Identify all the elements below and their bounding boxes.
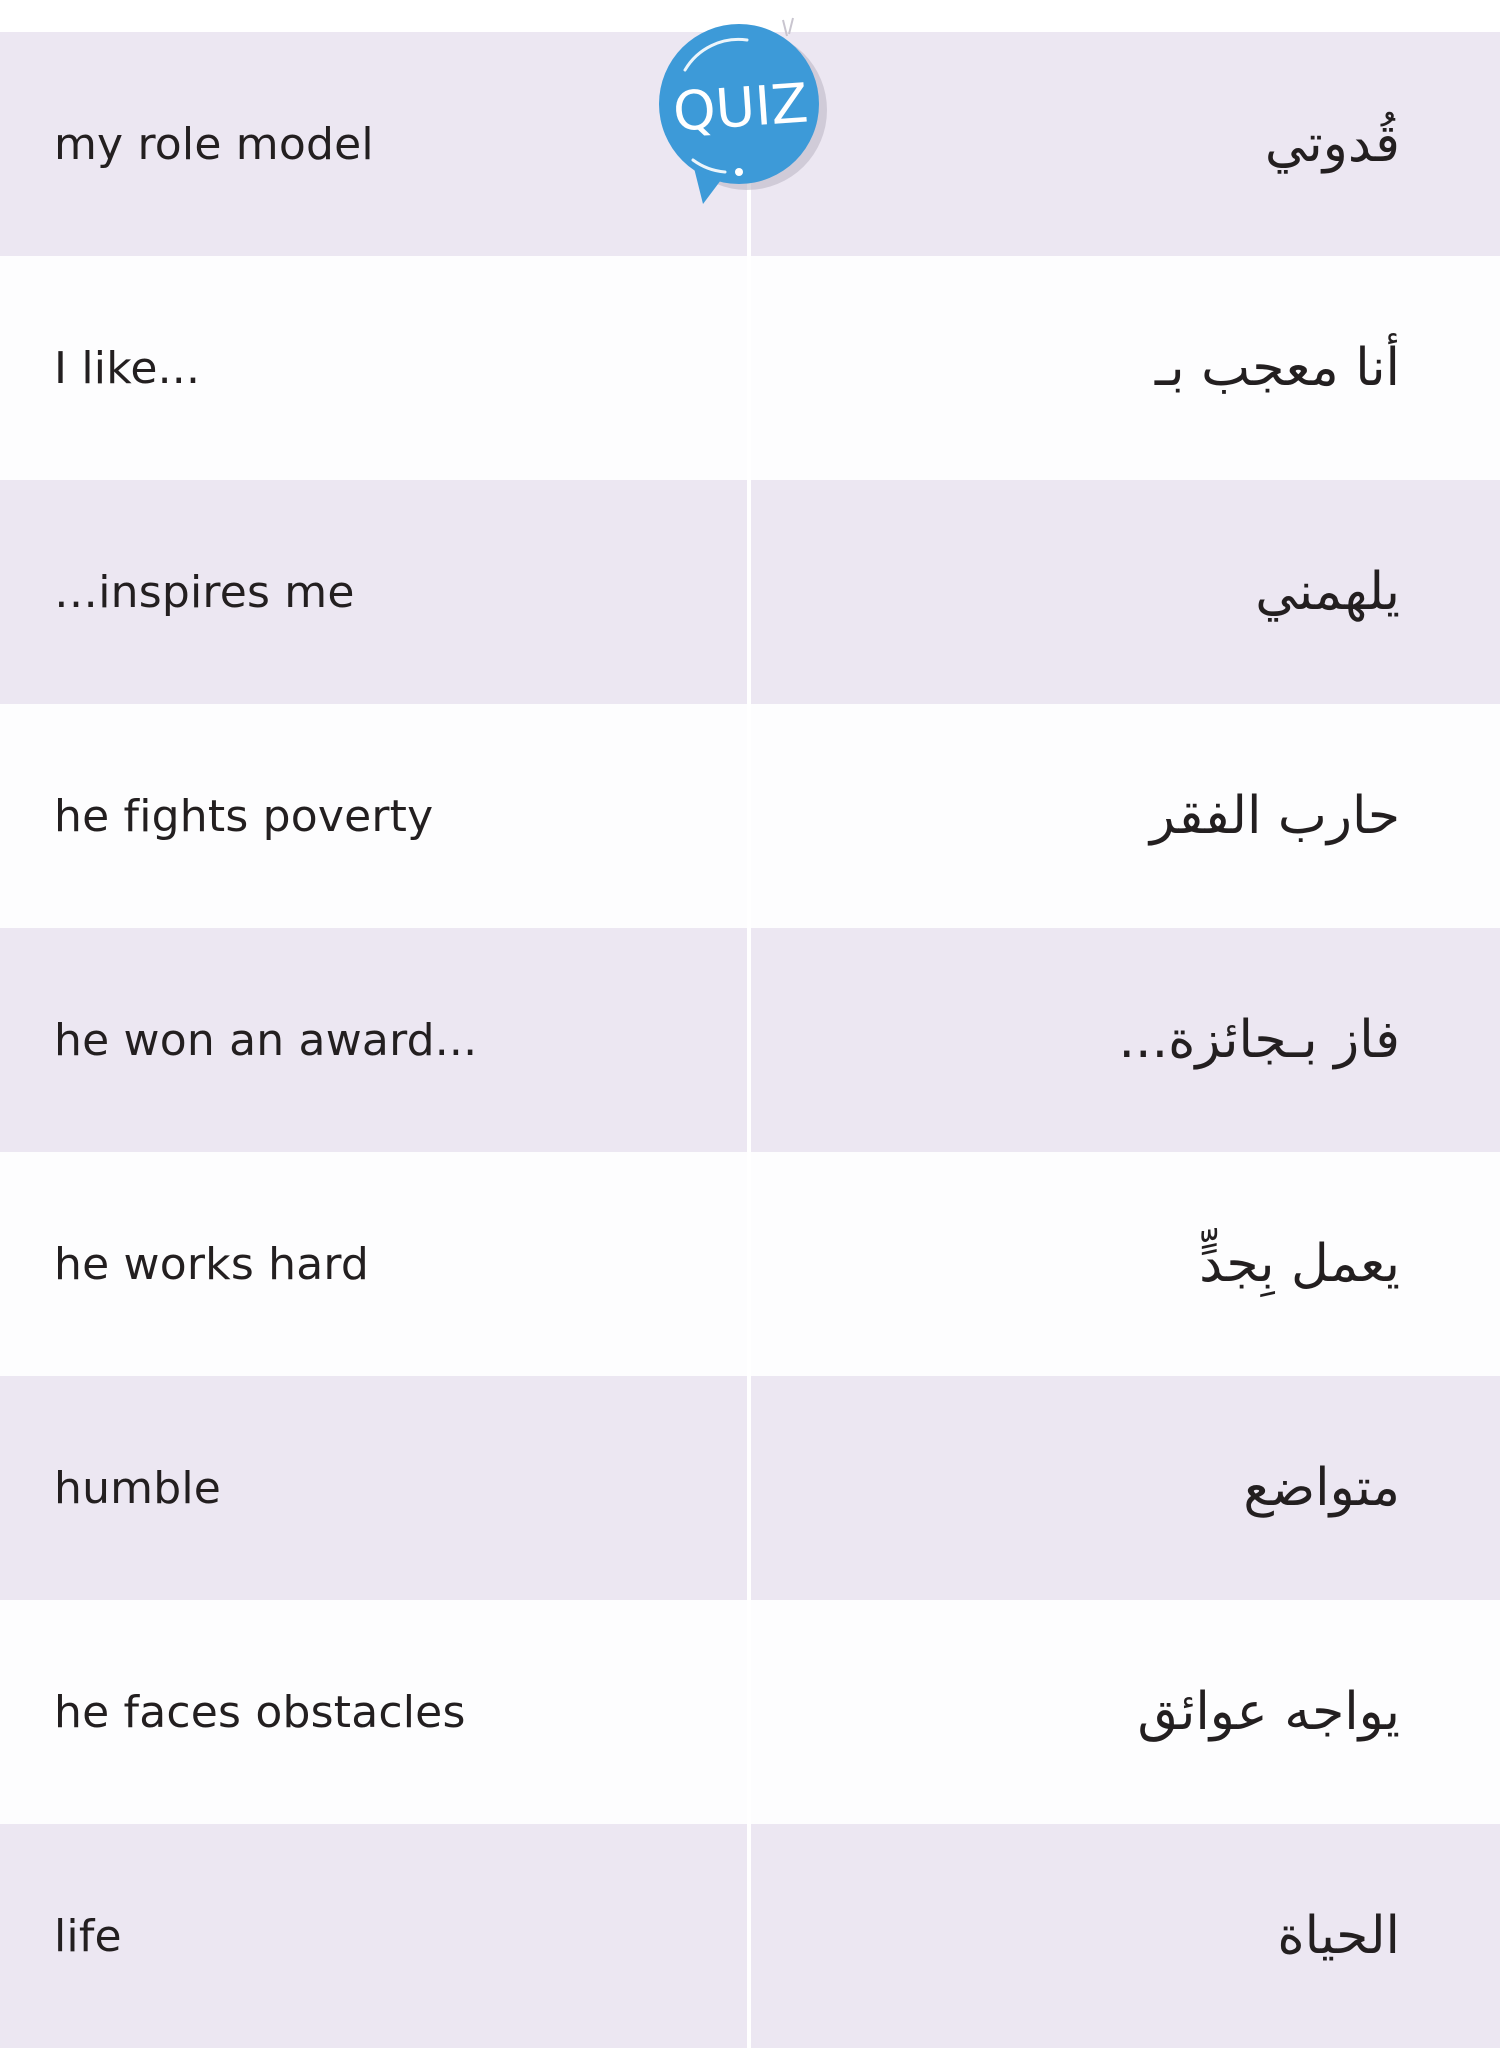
arabic-phrase: أنا معجب بـ — [1154, 338, 1400, 398]
quiz-speech-bubble-icon — [655, 14, 840, 204]
arabic-cell — [751, 928, 1500, 1152]
english-cell — [0, 1376, 747, 1600]
arabic-phrase: يلهمني — [1255, 562, 1400, 622]
english-cell — [0, 480, 747, 704]
english-phrase: my role model — [54, 118, 374, 170]
english-cell — [0, 704, 747, 928]
vocab-row-8 — [0, 1600, 1500, 1824]
english-phrase: life — [54, 1910, 122, 1962]
english-cell — [0, 32, 747, 256]
english-cell — [0, 256, 747, 480]
vocab-row-6 — [0, 1152, 1500, 1376]
english-phrase: …inspires me — [54, 566, 355, 618]
vocab-row-3 — [0, 480, 1500, 704]
arabic-cell — [751, 32, 1500, 256]
english-phrase: humble — [54, 1462, 222, 1514]
vocabulary-table — [0, 32, 1500, 2048]
vocab-row-9 — [0, 1824, 1500, 2048]
vocab-row-4 — [0, 704, 1500, 928]
english-phrase: he won an award... — [54, 1014, 478, 1066]
english-cell — [0, 928, 747, 1152]
quiz-label: QUIZ — [671, 71, 811, 144]
arabic-cell — [751, 1600, 1500, 1824]
arabic-phrase: يواجه عوائق — [1137, 1682, 1400, 1742]
quiz-badge[interactable] — [655, 14, 840, 204]
english-phrase: he fights poverty — [54, 790, 434, 842]
arabic-cell — [751, 1152, 1500, 1376]
arabic-phrase: حارب الفقر — [1149, 786, 1400, 846]
english-cell — [0, 1600, 747, 1824]
arabic-cell — [751, 704, 1500, 928]
english-phrase: he faces obstacles — [54, 1686, 466, 1738]
arabic-cell — [751, 1824, 1500, 2048]
arabic-cell — [751, 1376, 1500, 1600]
vocab-row-5 — [0, 928, 1500, 1152]
arabic-phrase: قُدوتي — [1264, 114, 1400, 174]
english-cell — [0, 1824, 747, 2048]
arabic-phrase: يعمل بِجدٍّ — [1199, 1234, 1400, 1294]
arabic-phrase: الحياة — [1277, 1906, 1400, 1966]
english-phrase: he works hard — [54, 1238, 370, 1290]
arabic-cell — [751, 256, 1500, 480]
arabic-cell — [751, 480, 1500, 704]
arabic-phrase: متواضع — [1243, 1458, 1400, 1518]
arabic-phrase: فاز بـجائزة... — [1118, 1010, 1400, 1070]
vocab-row-7 — [0, 1376, 1500, 1600]
english-cell — [0, 1152, 747, 1376]
english-phrase: I like... — [54, 342, 201, 394]
vocab-row-2 — [0, 256, 1500, 480]
